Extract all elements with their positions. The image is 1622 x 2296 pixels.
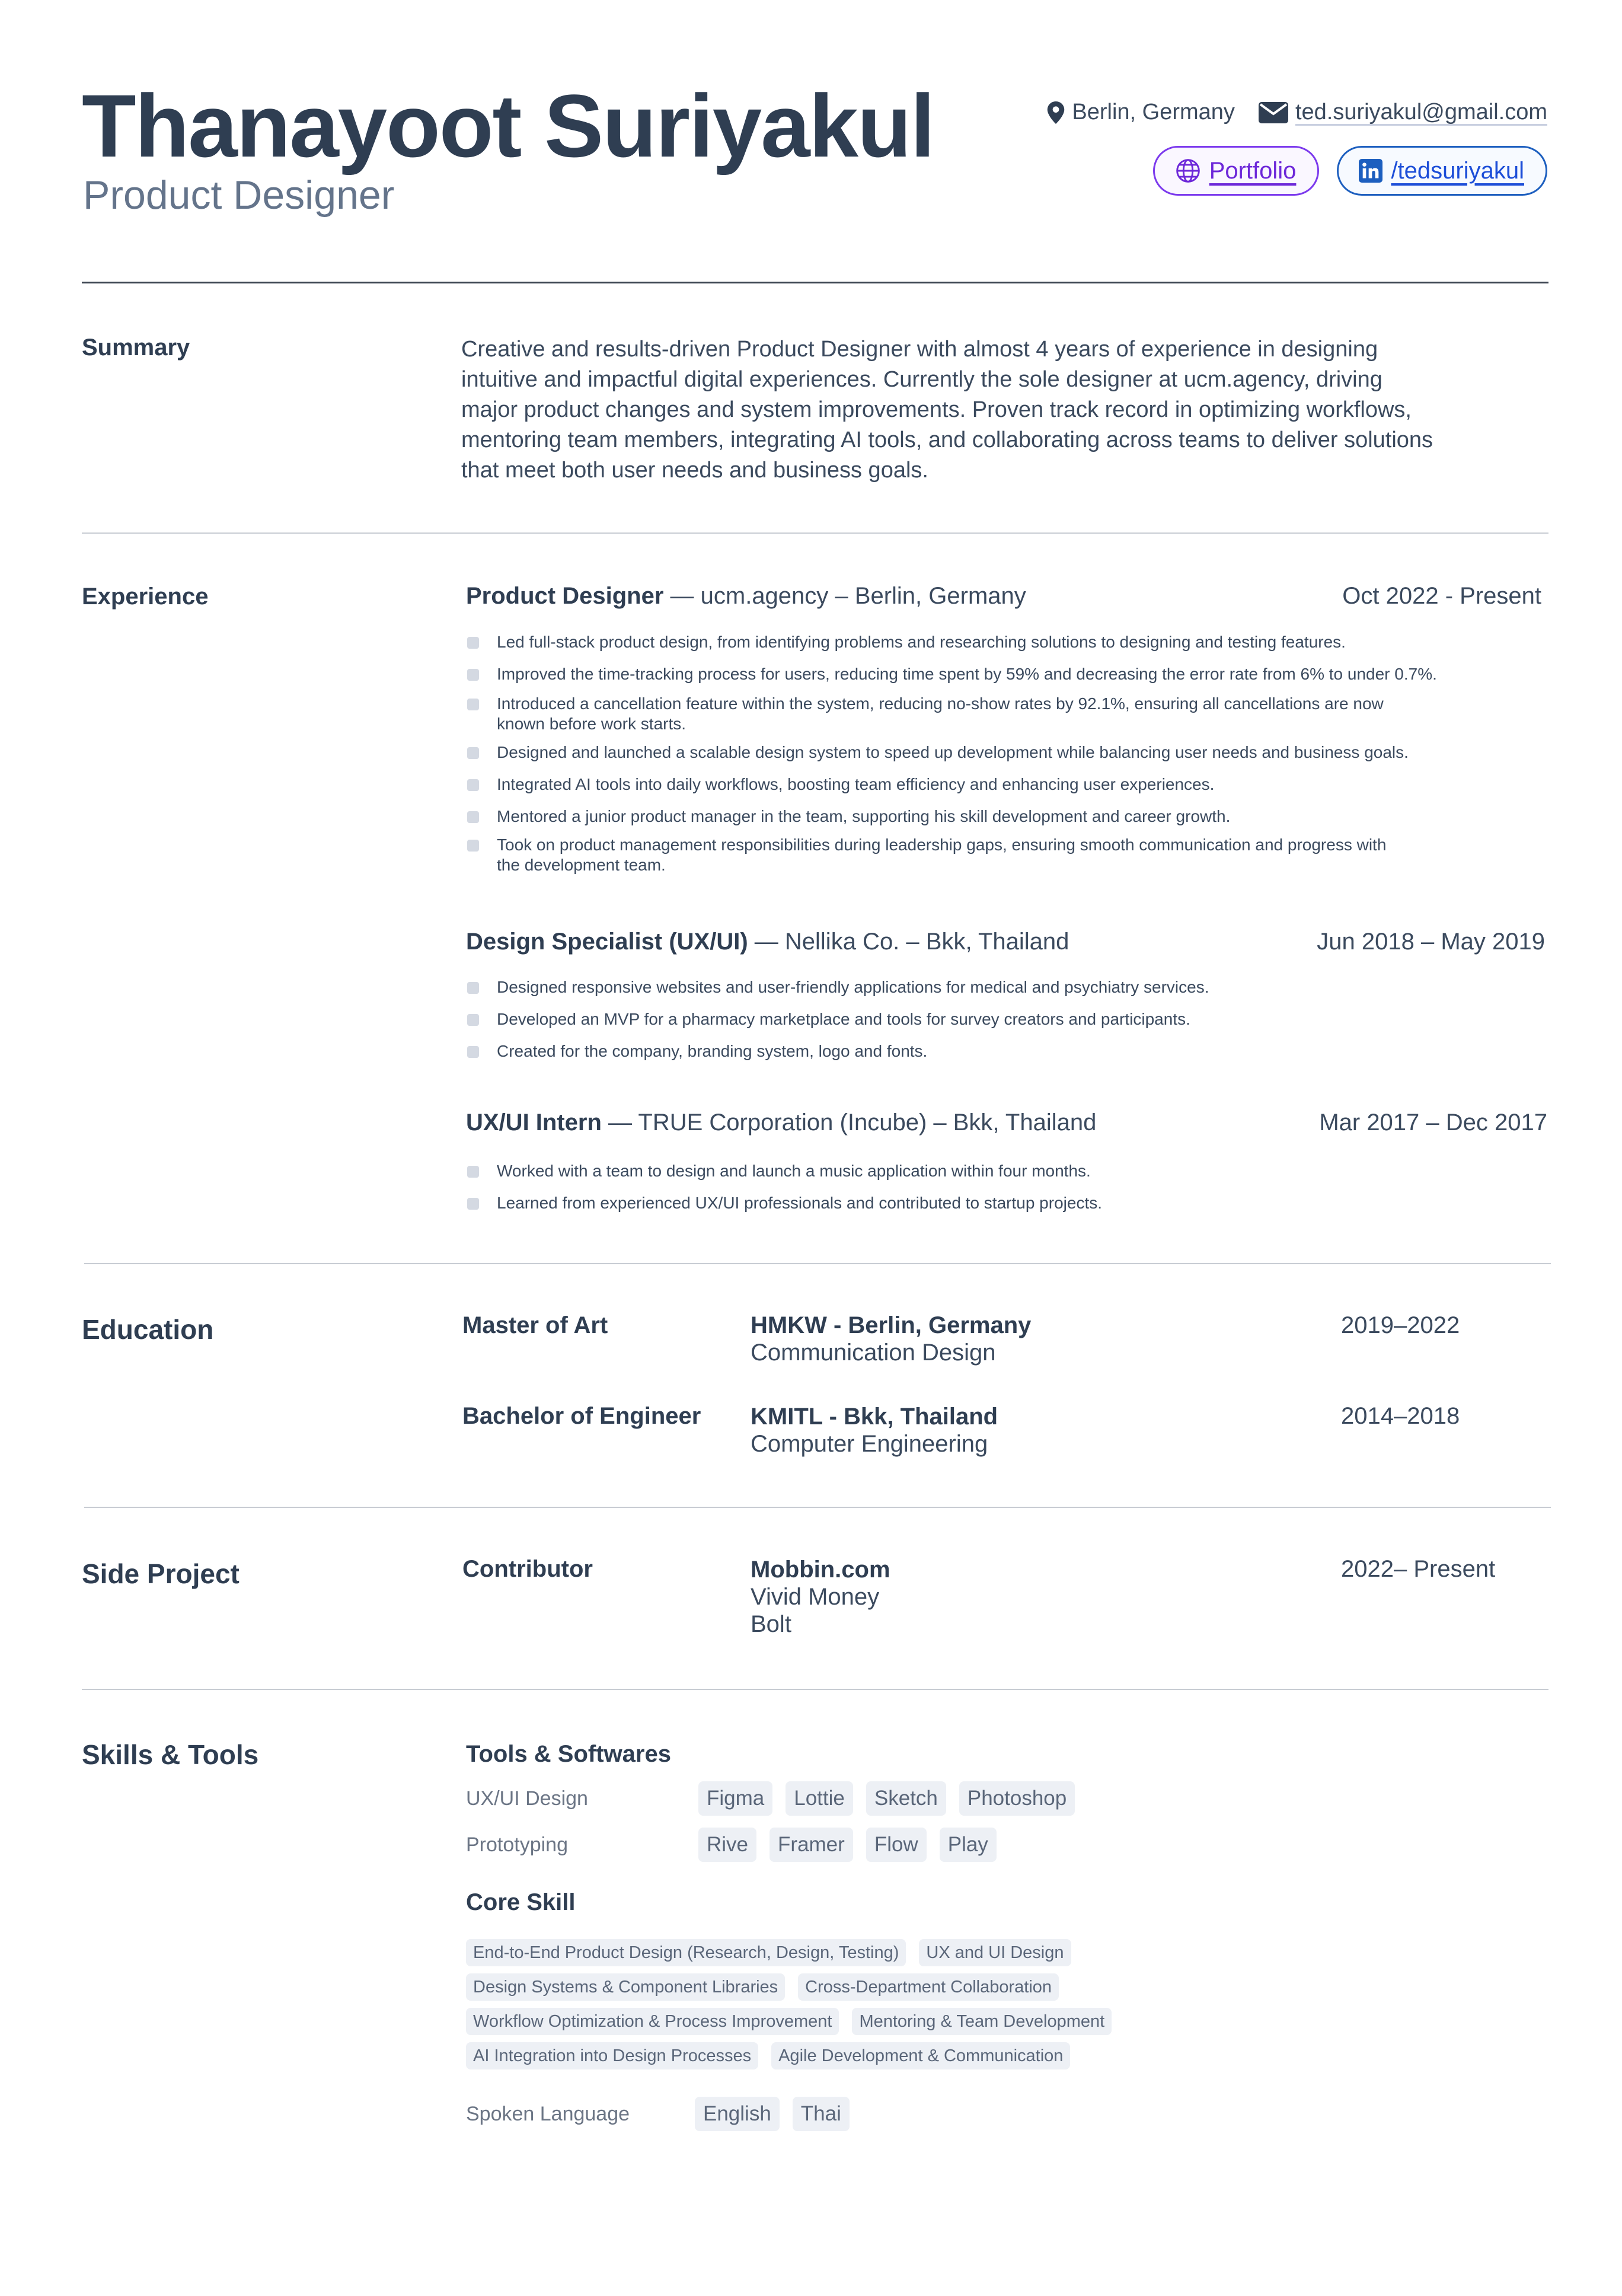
skill-tag: AI Integration into Design Processes — [466, 2042, 758, 2069]
experience-divider — [84, 1263, 1551, 1264]
school — [751, 1403, 998, 1458]
list-item: Integrated AI tools into daily workflows, boosting team efficiency and enhancing user experiences. — [466, 774, 1498, 795]
profile-links — [1153, 146, 1547, 196]
list-item: Improved the time-tracking process for users, reducing time spent by 59% and decreasing the error rate from 6% to under 0.7%. — [466, 664, 1498, 684]
school — [751, 1312, 1031, 1366]
job-dates: Mar 2017 – Dec 2017 — [1319, 1109, 1547, 1136]
education-heading: Education — [82, 1314, 214, 1345]
education-years: 2014–2018 — [1341, 1403, 1460, 1429]
job-bullets — [466, 632, 1498, 875]
job-company: — Nellika Co. – Bkk, Thailand — [748, 929, 1069, 955]
job-bullets — [466, 1161, 1498, 1213]
skill-tag: UX and UI Design — [919, 1939, 1071, 1966]
spoken-language-label: Spoken Language — [466, 2103, 630, 2125]
school-name: HMKW - Berlin, Germany — [751, 1312, 1032, 1338]
uxui-label: UX/UI Design — [466, 1787, 588, 1810]
contact-line — [1047, 100, 1547, 125]
field-of-study: Communication Design — [751, 1340, 996, 1366]
linkedin-link[interactable] — [1337, 146, 1547, 196]
job-header — [466, 583, 1026, 610]
list-item: Introduced a cancellation feature within the system, reducing no-show rates by 92.1%, ensuring all cancellations are now known before work starts. — [466, 694, 1415, 734]
tool-tag: Rive — [698, 1828, 756, 1862]
languages — [695, 2097, 850, 2131]
job-title: Design Specialist (UX/UI) — [466, 929, 748, 955]
tool-tag: Sketch — [866, 1781, 946, 1816]
list-item: Designed responsive websites and user-friendly applications for medical and psychiatry services. — [466, 977, 1498, 997]
project-name: Mobbin.com — [751, 1557, 890, 1583]
experience-heading: Experience — [82, 583, 209, 610]
skills-heading: Skills & Tools — [82, 1739, 259, 1770]
core-skill-row — [466, 2008, 1237, 2035]
core-skill-row — [466, 2042, 1237, 2069]
candidate-name: Thanayoot Suriyakul — [82, 76, 934, 176]
list-item: Learned from experienced UX/UI professionals and contributed to startup projects. — [466, 1193, 1498, 1213]
language-tag: English — [695, 2097, 780, 2131]
job-title: Product Designer — [466, 583, 664, 609]
project-name: Bolt — [751, 1611, 791, 1637]
core-skills — [466, 1939, 1237, 2069]
skill-tag: Workflow Optimization & Process Improvement — [466, 2008, 839, 2035]
skill-tag: Agile Development & Communication — [771, 2042, 1070, 2069]
school-name: KMITL - Bkk, Thailand — [751, 1404, 998, 1430]
tool-tag: Play — [940, 1828, 997, 1862]
header-divider — [82, 282, 1548, 283]
job-bullets — [466, 977, 1498, 1061]
side-project-list — [751, 1556, 890, 1638]
globe-icon — [1175, 158, 1201, 184]
core-skill-row — [466, 1939, 1237, 1966]
linkedin-icon — [1359, 159, 1382, 183]
job-header — [466, 929, 1069, 955]
side-project-divider — [82, 1689, 1548, 1690]
core-skill-row — [466, 1973, 1237, 2001]
job-company: — TRUE Corporation (Incube) – Bkk, Thailand — [601, 1109, 1097, 1136]
side-project-role: Contributor — [462, 1556, 593, 1582]
tool-tag: Lottie — [786, 1781, 853, 1816]
tools-heading: Tools & Softwares — [466, 1741, 671, 1767]
skill-tag: Mentoring & Team Development — [852, 2008, 1112, 2035]
summary-divider — [82, 532, 1548, 534]
side-project-years: 2022– Present — [1341, 1556, 1496, 1582]
tool-tag: Flow — [866, 1828, 927, 1862]
list-item: Worked with a team to design and launch a music application within four months. — [466, 1161, 1498, 1181]
portfolio-link[interactable] — [1153, 146, 1320, 196]
project-name: Vivid Money — [751, 1584, 880, 1610]
skill-tag: Cross-Department Collaboration — [798, 1973, 1059, 2001]
prototyping-label: Prototyping — [466, 1833, 568, 1856]
skill-tag: Design Systems & Component Libraries — [466, 1973, 785, 2001]
education-divider — [84, 1507, 1551, 1508]
uxui-tools — [698, 1781, 1075, 1816]
job-company: — ucm.agency – Berlin, Germany — [663, 583, 1026, 609]
list-item: Led full-stack product design, from identifying problems and researching solutions to designing and testing features. — [466, 632, 1498, 652]
job-dates: Jun 2018 – May 2019 — [1317, 929, 1545, 955]
degree: Master of Art — [462, 1312, 608, 1338]
linkedin-label[interactable]: /tedsuriyakul — [1391, 157, 1524, 184]
prototyping-tools — [698, 1828, 997, 1862]
language-tag: Thai — [793, 2097, 850, 2131]
list-item: Created for the company, branding system, logo and fonts. — [466, 1041, 1498, 1061]
job-header — [466, 1109, 1096, 1136]
job-title: UX/UI Intern — [466, 1109, 602, 1136]
candidate-role: Product Designer — [83, 173, 395, 218]
tool-tag: Framer — [770, 1828, 853, 1862]
skill-tag: End-to-End Product Design (Research, Design, Testing) — [466, 1939, 906, 1966]
list-item: Mentored a junior product manager in the team, supporting his skill development and career growth. — [466, 806, 1498, 827]
tool-tag: Figma — [698, 1781, 772, 1816]
field-of-study: Computer Engineering — [751, 1431, 988, 1457]
portfolio-label[interactable]: Portfolio — [1209, 157, 1297, 184]
envelope-icon — [1259, 102, 1288, 123]
list-item: Designed and launched a scalable design system to speed up development while balancing user needs and business goals. — [466, 742, 1498, 763]
list-item: Took on product management responsibilities during leadership gaps, ensuring smooth communication and progress with the development team. — [466, 835, 1391, 875]
tool-tag: Photoshop — [959, 1781, 1075, 1816]
location — [1047, 100, 1235, 125]
map-pin-icon — [1047, 101, 1065, 124]
degree: Bachelor of Engineer — [462, 1403, 701, 1429]
summary-text: Creative and results-driven Product Designer with almost 4 years of experience in designing intuitive and impactful digital experiences. Currently the sole designer at ucm.agency, driving major product changes and system improvements. Proven track record in optimizing workflows, mentoring team members, integrating AI tools, and collaborating across teams to deliver solutions that meet both user needs and business goals. — [461, 337, 1433, 483]
job-dates: Oct 2022 - Present — [1342, 583, 1541, 609]
list-item: Developed an MVP for a pharmacy marketplace and tools for survey creators and participants. — [466, 1009, 1498, 1029]
summary-heading: Summary — [82, 334, 190, 361]
core-skill-heading: Core Skill — [466, 1889, 576, 1915]
email-link[interactable]: ted.suriyakul@gmail.com — [1295, 100, 1547, 125]
side-project-heading: Side Project — [82, 1558, 240, 1589]
education-years: 2019–2022 — [1341, 1312, 1460, 1338]
email[interactable] — [1259, 100, 1547, 125]
location-text: Berlin, Germany — [1072, 100, 1235, 125]
